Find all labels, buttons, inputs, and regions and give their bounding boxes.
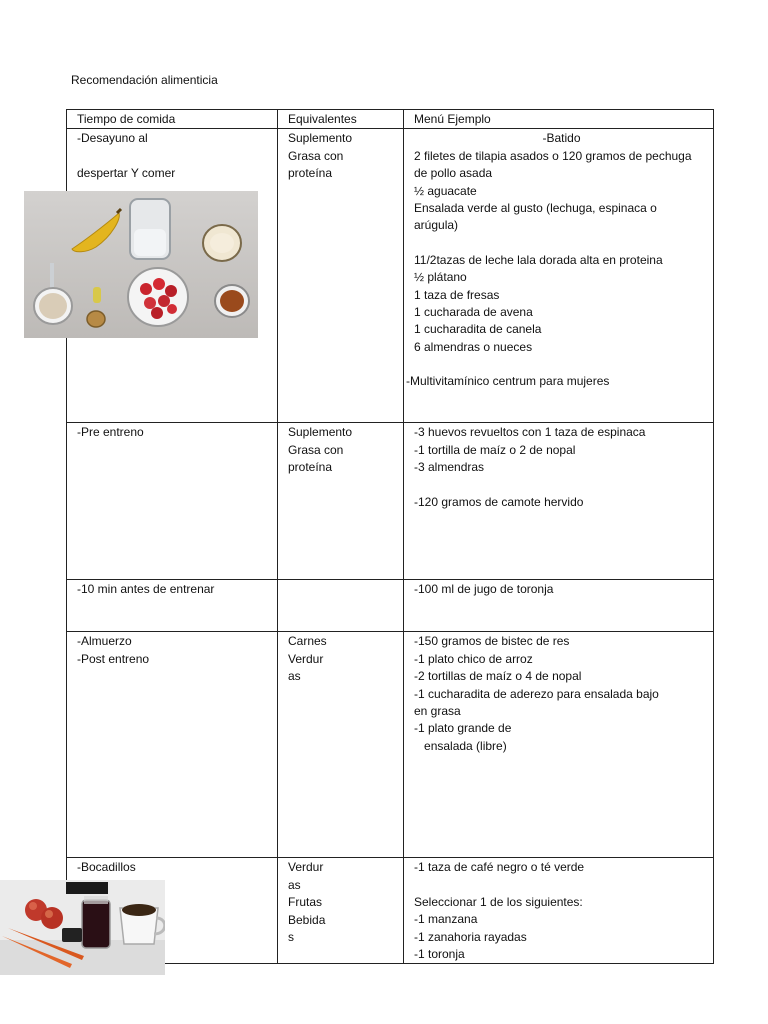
menu-cell: [404, 858, 714, 964]
cell-line: -1 tortilla de maíz o 2 de nopal: [414, 442, 576, 457]
cell-line: -Multivitamínico centrum para mujeres: [406, 374, 610, 389]
cell-line: -1 toronja: [414, 947, 465, 962]
equivalentes-cell: [278, 129, 404, 423]
menu-cell: [404, 423, 714, 580]
cell-line: -1 zanahoria rayadas: [414, 929, 527, 944]
cell-line: -1 taza de café negro o té verde: [414, 860, 585, 875]
table-row: [67, 423, 714, 580]
cell-line: -1 manzana: [414, 912, 478, 927]
cell-line: s: [288, 930, 294, 945]
cell-line: -120 gramos de camote hervido: [414, 494, 584, 509]
cell-line: -2 tortillas de maíz o 4 de nopal: [414, 669, 582, 684]
cell-line: proteína: [288, 460, 333, 475]
menu-cell: [404, 129, 714, 423]
cell-line: Bebida: [288, 912, 326, 927]
cell-line: -10 min antes de entrenar: [77, 582, 215, 597]
cell-line: de pollo asada: [414, 166, 493, 181]
cell-line: [414, 877, 709, 894]
cell-line: proteína: [288, 166, 333, 181]
cell-line: -Almuerzo: [77, 634, 132, 649]
cell-line: arúgula): [414, 218, 459, 233]
cell-line: -150 gramos de bistec de res: [414, 634, 570, 649]
cell-line: -Batido: [542, 131, 581, 146]
cell-line: 11/2tazas de leche lala dorada alta en proteina: [414, 252, 663, 267]
cell-line: 6 almendras o nueces: [414, 339, 533, 354]
cell-line: ½ aguacate: [414, 183, 477, 198]
cell-line: -1 cucharadita de aderezo para ensalada bajo: [414, 686, 659, 701]
cell-line: Suplemento: [288, 131, 353, 146]
cell-line: en grasa: [414, 704, 461, 719]
cell-line: Seleccionar 1 de los siguientes:: [414, 894, 583, 909]
tiempo-cell: [67, 580, 278, 632]
cell-line: -Desayuno al: [77, 131, 148, 146]
cell-line: Frutas: [288, 895, 323, 910]
header-menu: Menú Ejemplo: [404, 110, 714, 129]
cell-line: ensalada (libre): [414, 738, 507, 753]
header-equivalentes: Equivalentes: [278, 110, 404, 129]
snacks-photo: [0, 880, 165, 975]
cell-line: despertar Y comer: [77, 165, 176, 180]
header-tiempo: Tiempo de comida: [67, 110, 278, 129]
cell-line: -1 plato chico de arroz: [414, 651, 533, 666]
cell-line: Verdur: [288, 860, 324, 875]
cell-line: Grasa con: [288, 442, 344, 457]
cell-line: Suplemento: [288, 425, 353, 440]
table-row: [67, 632, 714, 858]
menu-cell: [404, 580, 714, 632]
smoothie-ingredients-photo: [24, 191, 258, 338]
table-row: [67, 580, 714, 632]
cell-line: -3 almendras: [414, 460, 485, 475]
page-title: Recomendación alimenticia: [71, 73, 218, 87]
equivalentes-cell: [278, 580, 404, 632]
cell-line: -Bocadillos: [77, 860, 136, 875]
cell-line: as: [288, 877, 301, 892]
menu-cell: [404, 632, 714, 858]
cell-line: Grasa con: [288, 148, 344, 163]
cell-line: Carnes: [288, 634, 327, 649]
cell-line: [414, 477, 709, 494]
cell-line: -Post entreno: [77, 651, 150, 666]
equivalentes-cell: [278, 632, 404, 858]
cell-line: 2 filetes de tilapia asados o 120 gramos de pechuga: [414, 148, 692, 163]
cell-line: Ensalada verde al gusto (lechuga, espinaca o: [414, 201, 657, 216]
cell-line: [414, 235, 709, 252]
cell-line: 1 taza de fresas: [414, 287, 500, 302]
table-header-row: [67, 110, 714, 129]
cell-line: Verdur: [288, 651, 324, 666]
cell-line: -100 ml de jugo de toronja: [414, 582, 554, 597]
cell-line: [77, 148, 273, 165]
equivalentes-cell: [278, 423, 404, 580]
cell-line: as: [288, 669, 301, 684]
cell-line: 1 cucharada de avena: [414, 305, 533, 320]
cell-line: 1 cucharadita de canela: [414, 322, 542, 337]
cell-line: [414, 356, 709, 373]
cell-line: ½ plátano: [414, 270, 467, 285]
tiempo-cell: [67, 632, 278, 858]
equivalentes-cell: [278, 858, 404, 964]
cell-line: -3 huevos revueltos con 1 taza de espinaca: [414, 425, 646, 440]
tiempo-cell: [67, 423, 278, 580]
cell-line: -Pre entreno: [77, 425, 144, 440]
cell-line: -1 plato grande de: [414, 721, 512, 736]
